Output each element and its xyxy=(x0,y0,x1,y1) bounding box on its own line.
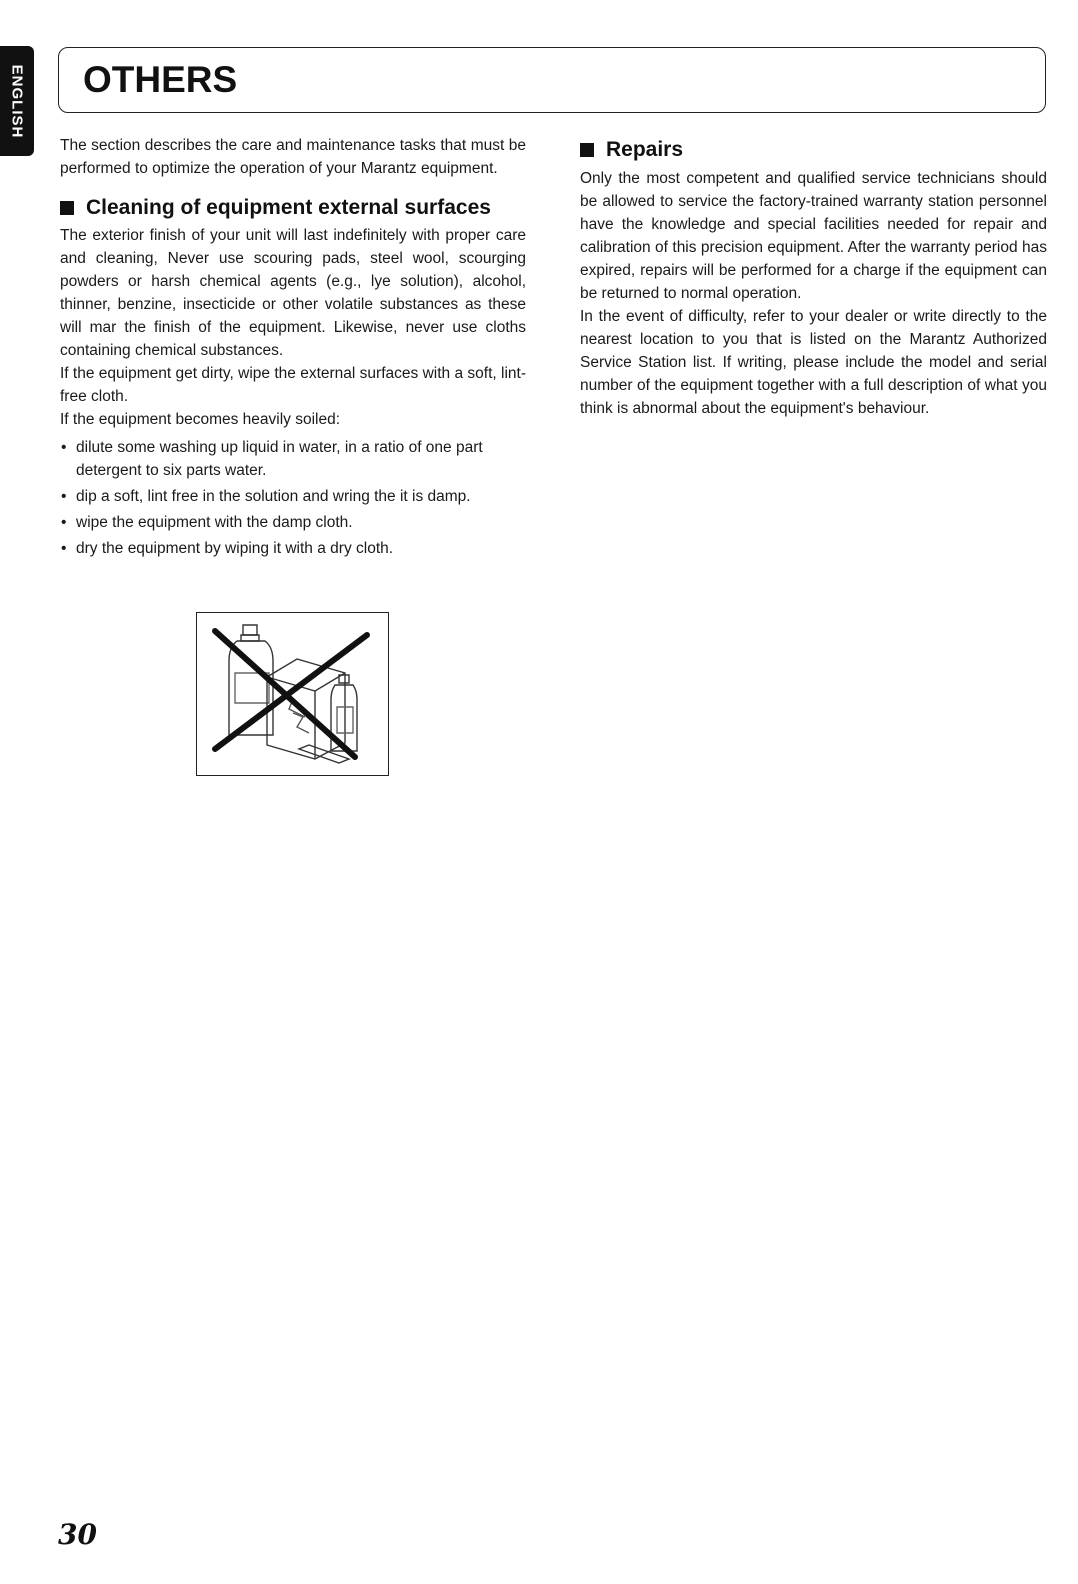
cleaning-paragraph: If the equipment get dirty, wipe the external surfaces with a soft, lint-free cloth. xyxy=(60,365,526,405)
bullet-icon: • xyxy=(61,514,67,531)
bullet-icon: • xyxy=(61,488,67,505)
cleaning-heading xyxy=(60,196,526,219)
no-chemical-cleaners-figure xyxy=(196,612,389,776)
repairs-heading-text: Repairs xyxy=(606,138,684,161)
section-title-box xyxy=(58,47,1046,113)
cleaning-paragraph: The exterior finish of your unit will last indefinitely with proper care and cleaning, Never use scouring pads, steel wool, scourging powders or harsh chemical agents (e.g., lye solution), alcohol, thinner, benzine, insecticide or other volatile substances as these will mar the finish of the equipment. Likewise, never use cloths containing chemical substances. xyxy=(60,227,526,359)
cleaning-steps-list xyxy=(60,436,526,560)
page-title: OTHERS xyxy=(83,59,238,100)
language-tab-label: ENGLISH xyxy=(8,64,26,138)
left-column xyxy=(60,134,526,563)
repairs-paragraph: In the event of difficulty, refer to your dealer or write directly to the nearest location to you that is listed on the Marantz Authorized Service Station list. If writing, please include the model and serial number of the equipment together with a full description of what you think is abnormal about the equipment's behaviour. xyxy=(580,308,1047,417)
language-tab xyxy=(0,46,34,156)
list-item: • dilute some washing up liquid in water, in a ratio of one part detergent to six parts water. xyxy=(60,436,526,482)
page-number: 30 xyxy=(58,1518,97,1551)
list-item: • wipe the equipment with the damp cloth. xyxy=(60,511,526,534)
intro-paragraph: The section describes the care and maintenance tasks that must be performed to optimize the operation of your Marantz equipment. xyxy=(60,137,526,177)
cleaning-heading-text: Cleaning of equipment external surfaces xyxy=(86,196,491,219)
cleaning-paragraph: If the equipment becomes heavily soiled: xyxy=(60,411,341,428)
list-item: • dip a soft, lint free in the solution and wring the it is damp. xyxy=(60,485,526,508)
bullet-icon: • xyxy=(61,540,67,557)
heading-square-icon xyxy=(580,143,594,157)
repairs-paragraph: Only the most competent and qualified service technicians should be allowed to service the factory-trained warranty station personnel have the knowledge and special facilities needed for repair and calibration of this precision equipment. After the warranty period has expired, repairs will be performed for a charge if the equipment can be returned to normal operation. xyxy=(580,170,1047,302)
heading-square-icon xyxy=(60,201,74,215)
list-item: • dry the equipment by wiping it with a dry cloth. xyxy=(60,537,526,560)
bullet-icon: • xyxy=(61,439,67,456)
right-column xyxy=(580,138,1047,420)
repairs-heading xyxy=(580,138,1047,161)
no-chemical-cleaners-icon xyxy=(197,613,387,774)
